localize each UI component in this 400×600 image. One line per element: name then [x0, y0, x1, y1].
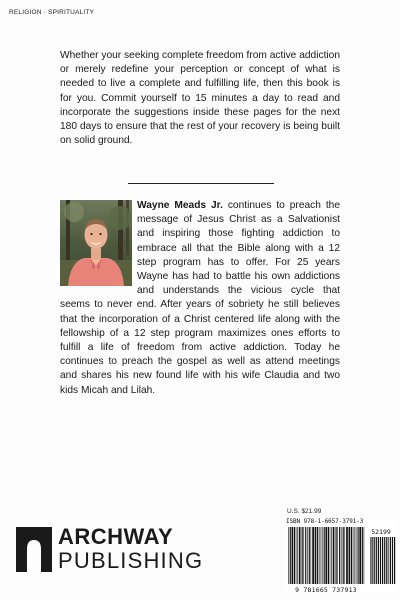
publisher-name-line1: ARCHWAY	[58, 524, 174, 549]
isbn-number: ISBN 978-1-6657-3791-3	[286, 518, 364, 525]
isbn-barcode	[286, 518, 396, 594]
author-bio	[60, 199, 340, 398]
publisher-name-line2: PUBLISHING	[58, 548, 204, 573]
photo-spacer	[60, 199, 137, 285]
publisher-logo	[16, 524, 204, 575]
archway-arch-icon	[16, 527, 52, 572]
price-addon-code: 52199	[371, 528, 391, 536]
book-blurb: Whether your seeking complete freedom from active addiction or merely redefine your perception or concept of what is needed to live a complete and fulfilling life, then this book is for you. Commit yourself to 15 minutes a day to read and incorporate the suggestions inside these pages for the next 180 days to ensure that the rest of your recovery is being built on solid ground.	[60, 50, 340, 147]
barcode-bars	[286, 527, 396, 585]
ean-number: 9 781665 737913	[295, 586, 357, 594]
category-label: RELIGION · SPIRITUALITY	[9, 9, 95, 16]
section-divider	[128, 183, 274, 184]
author-name: Wayne Meads Jr.	[137, 200, 223, 211]
author-bio-text: continues to preach the message of Jesus Christ as a Salvationist and inspiring those fighting addiction to embrace all that the Bible along with a 12 step program has to offer. For 25 years Wayne has had to battle his own addictions and understands the vicious cycle that seems to never end. After years of sobriety he still believes that the incorporation of a Christ centered life along with the fellowship of a 12 step program maximizes ones efforts to fulfill a life of freedom from active addiction. Today he continues to preach the gospel as well as attend meetings and shares his new found life with his wife Claudia and two kids Micah and Lilah.	[60, 200, 340, 396]
price-label: U.S. $21.99	[287, 508, 322, 515]
